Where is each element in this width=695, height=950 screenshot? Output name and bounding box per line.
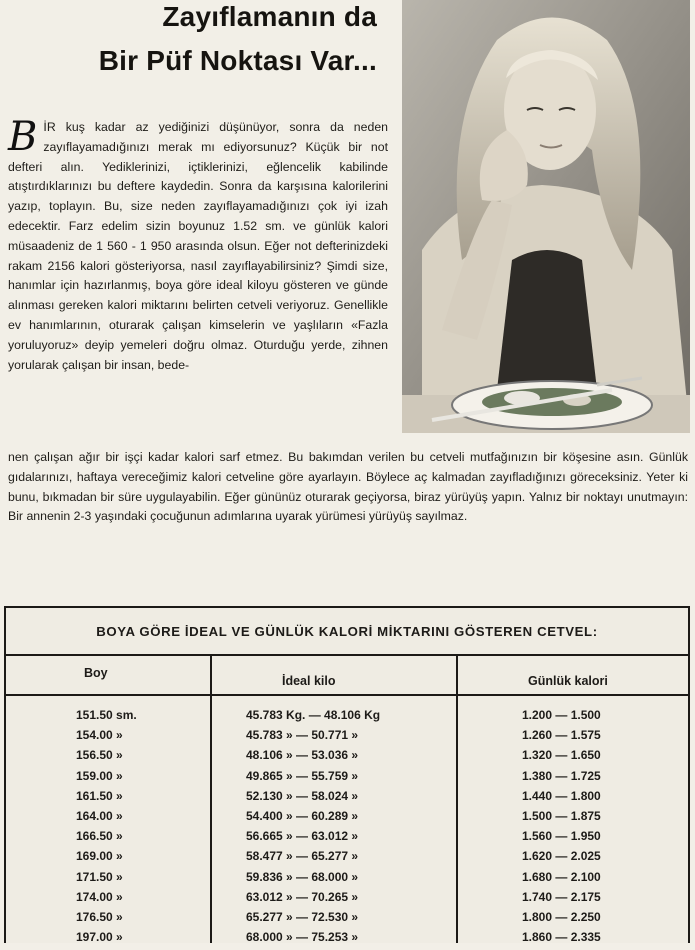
cell-kalori: 1.800 — 2.250	[522, 909, 601, 924]
cell-kalori: 1.680 — 2.100	[522, 869, 601, 884]
cell-kilo: 59.836 » — 68.000 »	[246, 869, 359, 884]
cell-boy: 154.00 »	[76, 728, 123, 743]
cell-kilo: 58.477 » — 65.277 »	[246, 849, 359, 864]
cell-kilo: 49.865 » — 55.759 »	[246, 768, 359, 783]
woman-with-plate-illustration	[402, 0, 690, 433]
header-gunluk-kalori: Günlük kalori	[528, 674, 608, 688]
table-row	[6, 890, 688, 910]
article-column-text	[8, 114, 388, 375]
table-row	[6, 748, 688, 768]
header-boy: Boy	[84, 666, 108, 680]
cell-boy: 169.00 »	[76, 849, 123, 864]
table-row	[6, 930, 688, 950]
header-ideal-kilo: İdeal kilo	[282, 674, 336, 688]
cell-kalori: 1.500 — 1.875	[522, 808, 601, 823]
dropcap-letter: B	[8, 114, 38, 160]
cell-kilo: 45.783 » — 50.771 »	[246, 728, 359, 743]
cell-kalori: 1.560 — 1.950	[522, 829, 601, 844]
cell-boy: 197.00 »	[76, 930, 123, 945]
table-row	[6, 870, 688, 890]
column-paragraph: İR kuş kadar az yediğinizi düşünüyor, sonra da neden zayıflayamadığınızı merak mı ediyorsunuz? Küçük bir not defteri alın. Yediklerinizi, içtiklerinizi, eğlencelik kabilinde atıştırdıklarınızı bu deftere kaydedin. Sonra da karşısına kalorilerini yazıp, toplayın. Bu, size neden zayıflayamadığınızı çok iyi izah edecektir. Farz edelim sizin boyunuz 1.52 sm. ve günlük kalori müsaadeniz de 1 560 - 1 950 arasında olsun. Eğer not defterinizdeki rakam 2156 kalori gösteriyorsa, nasıl zayıflayabilirsiniz? Şimdi size, hanımlar için hazırlanmış, boya göre ideal kiloyu gösteren ve günde alınması gereken kalori miktarını belirten cetveli veriyoruz. Genellikle ev hanımlarının, oturarak çalışan kimselerin ve yaşlıların «Fazla yoruluyoruz» deyip yemeleri doğru olmaz. Oturduğu yerde, zihnen yorularak çalışan bir insan, bede-	[8, 120, 388, 372]
cell-kalori: 1.260 — 1.575	[522, 728, 601, 743]
cell-boy: 164.00 »	[76, 808, 123, 823]
cell-kalori: 1.740 — 2.175	[522, 889, 601, 904]
table-row	[6, 708, 688, 728]
article-photo	[402, 0, 690, 433]
cell-kalori: 1.200 — 1.500	[522, 708, 601, 722]
cell-kilo: 56.665 » — 63.012 »	[246, 829, 359, 844]
cell-boy: 171.50 »	[76, 869, 123, 884]
cell-kilo: 63.012 » — 70.265 »	[246, 889, 359, 904]
cell-kalori: 1.860 — 2.335	[522, 930, 601, 945]
table-body	[6, 708, 688, 950]
table-row	[6, 910, 688, 930]
cell-boy: 176.50 »	[76, 909, 123, 924]
cell-boy: 166.50 »	[76, 829, 123, 844]
cell-kilo: 68.000 » — 75.253 »	[246, 930, 359, 945]
calorie-table	[4, 606, 690, 943]
cell-kalori: 1.620 — 2.025	[522, 849, 601, 864]
table-title: BOYA GÖRE İDEAL VE GÜNLÜK KALORİ MİKTARINI GÖSTEREN CETVEL:	[6, 608, 688, 656]
cell-boy: 156.50 »	[76, 748, 123, 763]
cell-kilo: 45.783 Kg. — 48.106 Kg	[246, 708, 381, 722]
table-row	[6, 829, 688, 849]
table-header-rule	[6, 694, 688, 696]
cell-kilo: 65.277 » — 72.530 »	[246, 909, 359, 924]
table-row	[6, 849, 688, 869]
cell-kalori: 1.380 — 1.725	[522, 768, 601, 783]
cell-boy: 151.50 sm.	[76, 708, 137, 722]
table-row	[6, 789, 688, 809]
table-row	[6, 769, 688, 789]
cell-kilo: 52.130 » — 58.024 »	[246, 788, 359, 803]
table-row	[6, 728, 688, 748]
cell-kilo: 48.106 » — 53.036 »	[246, 748, 359, 763]
headline-line-1: Zayıflamanın da	[162, 1, 377, 32]
cell-kalori: 1.320 — 1.650	[522, 748, 601, 763]
cell-kalori: 1.440 — 1.800	[522, 788, 601, 803]
cell-boy: 161.50 »	[76, 788, 123, 803]
cell-boy: 174.00 »	[76, 889, 123, 904]
headline-line-2: Bir Püf Noktası Var...	[98, 45, 377, 76]
table-row	[6, 809, 688, 829]
cell-kilo: 54.400 » — 60.289 »	[246, 808, 359, 823]
article-full-width-text: nen çalışan ağır bir işçi kadar kalori sarf etmez. Bu bakımdan verilen bu cetveli mutfağınızın bir köşesine asın. Günlük gıdalarınızı, haftaya vereceğimiz kalori cetveline göre ayarlayın. Böylece aç kalmadan zayıfladığınızı göreceksiniz. Yeter ki bunu, bıkmadan bir süre uygulayabilin. Eğer gününüz oturarak geçiyorsa, biraz yürüyüş yapın. Yalnız bir noktayı unutmayın: Bir annenin 2-3 yaşındaki çocuğunun adımlarına uyarak yürümesi yürüyüş sayılmaz.	[8, 450, 688, 524]
cell-boy: 159.00 »	[76, 768, 123, 783]
